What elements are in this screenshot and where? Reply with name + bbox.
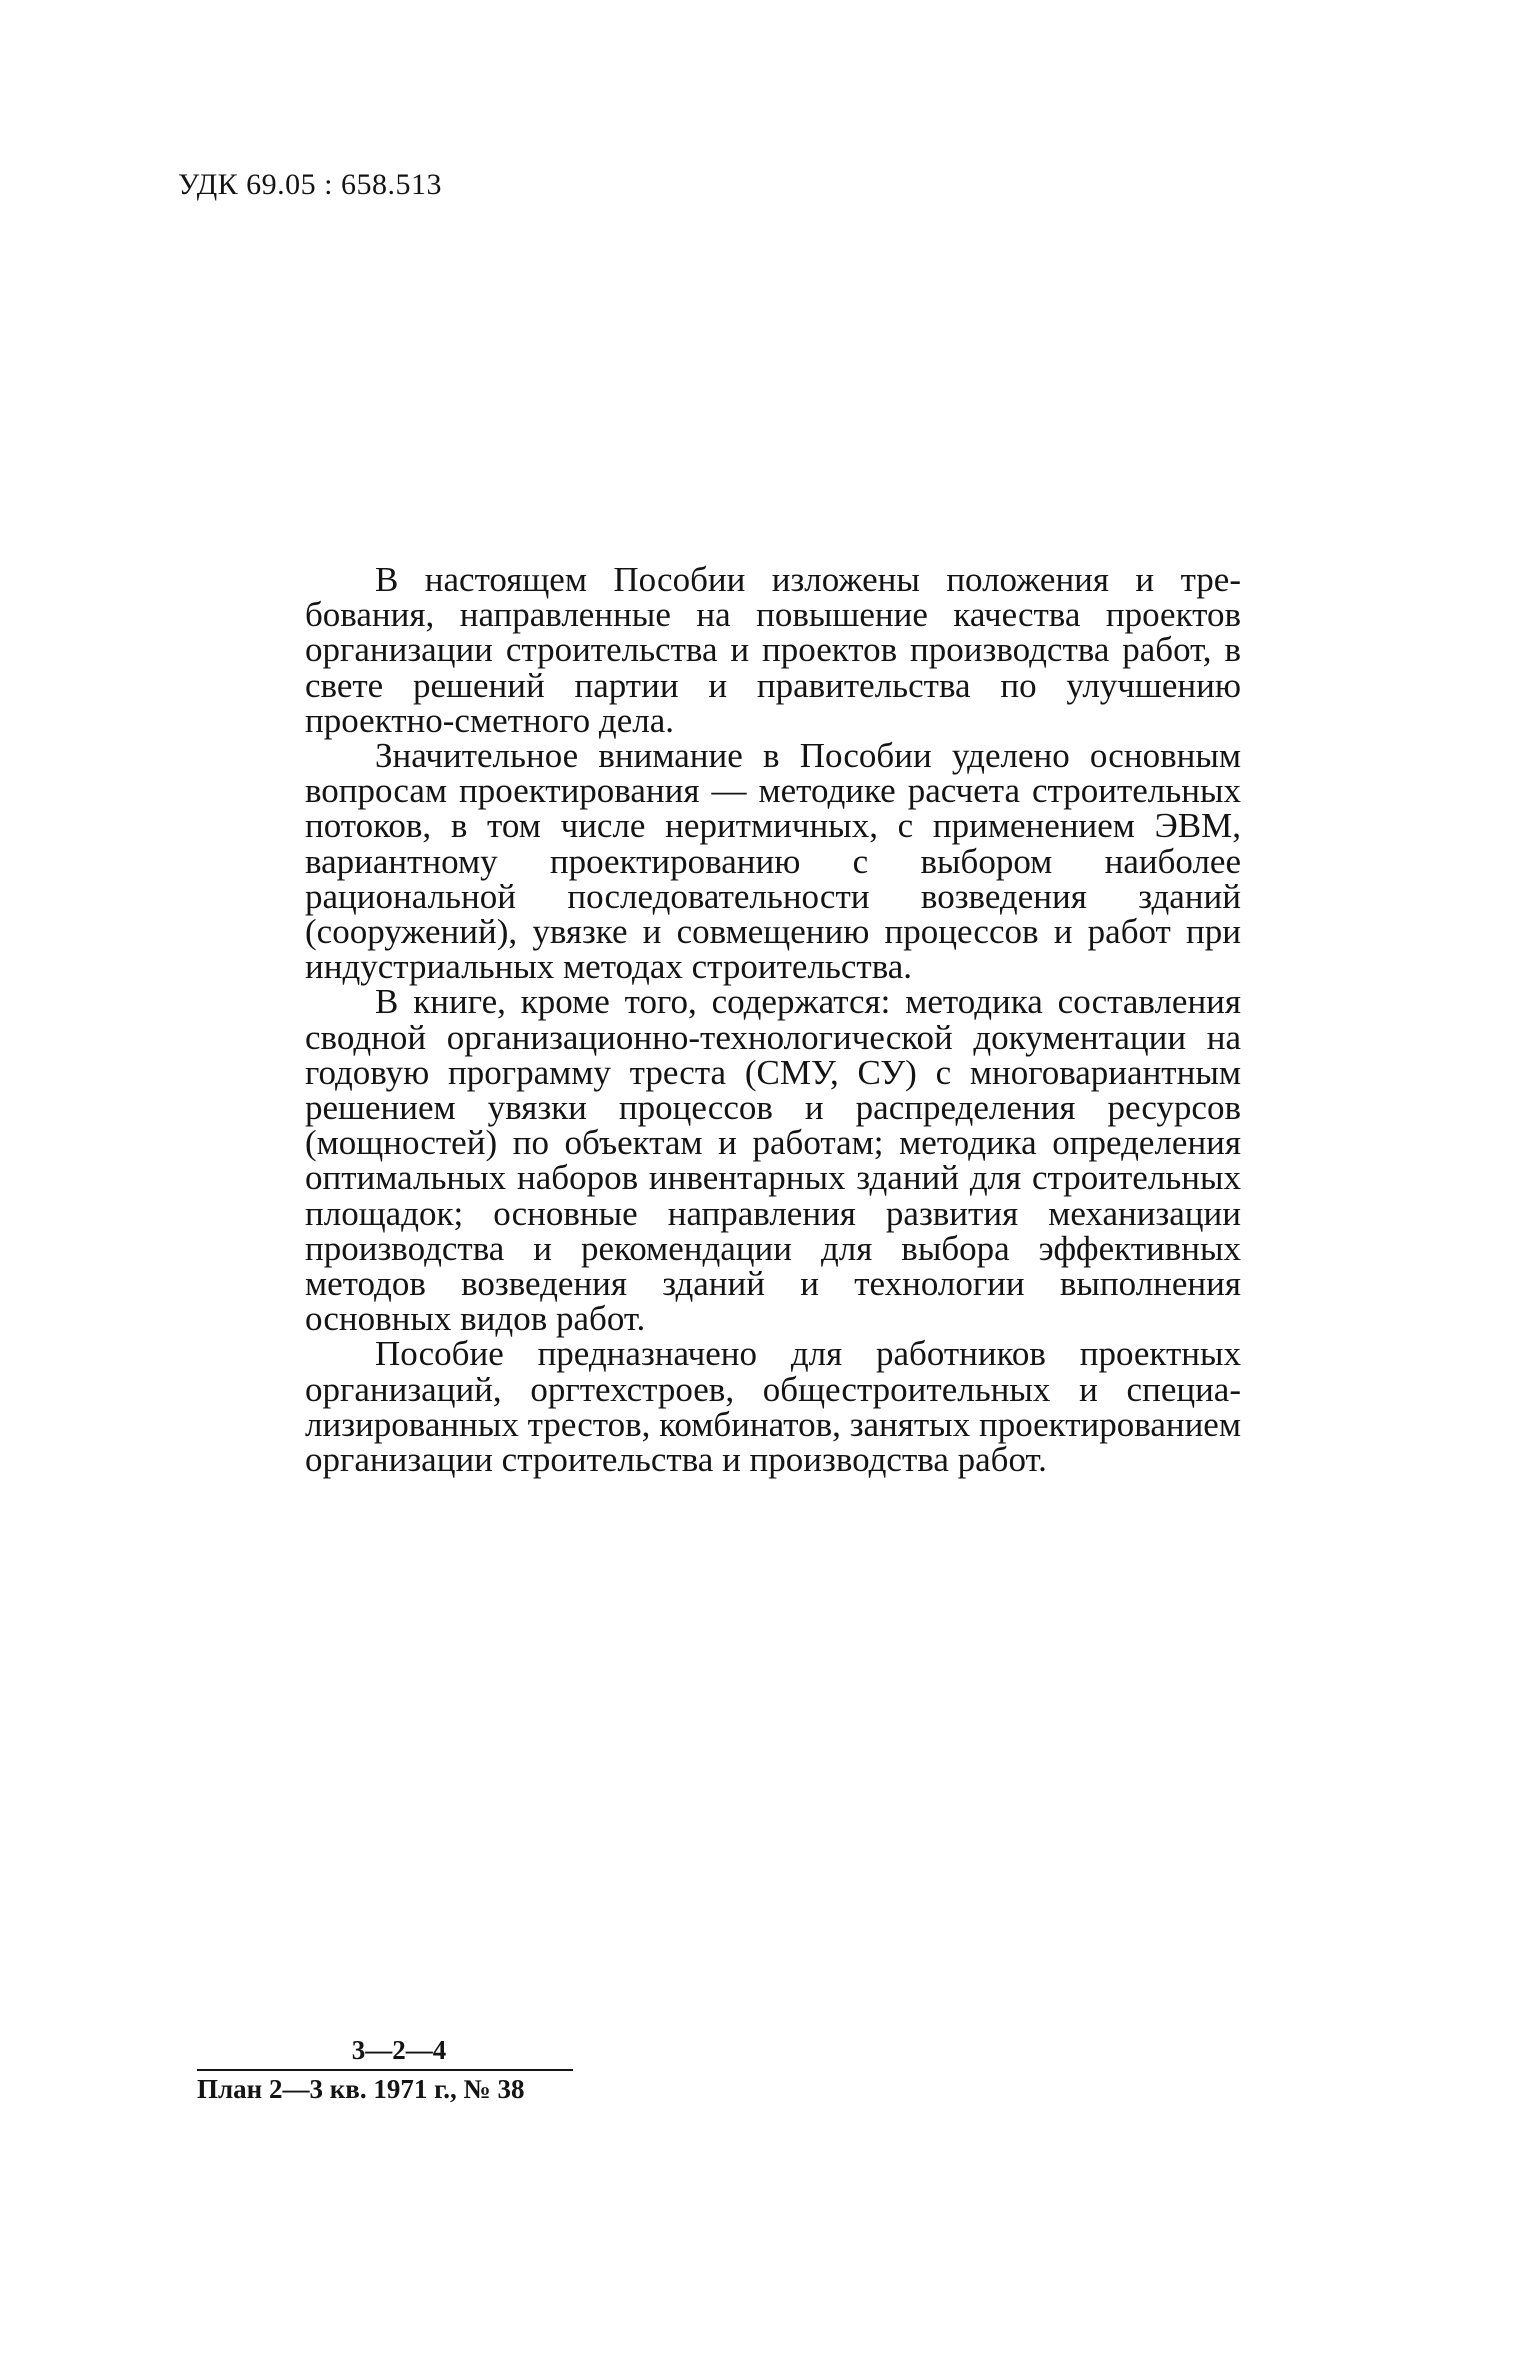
annotation-paragraph: В книге, кроме того, содержатся: методика составления сводной организационно-технологической документации на годовую программу треста (СМУ, СУ) с многовариантным решением увязки процессов и распределения ресурсов (мощностей) по объектам и работам; методика определения оптимальных наборов инвентарных зданий для строительных площадок; основные направления развития механизации производства и рекомендации для выбора эффективных методов возведения зданий и технологии выполнения основных видов работ.	[305, 982, 1241, 1339]
annotation-paragraph: Пособие предназначено для работников проектных организаций, оргтехстроев, общестроительных и специализированных трестов, комбинатов, занятых проектированием организации строительства и производства работ.	[305, 1334, 1241, 1480]
annotation-text	[305, 560, 1241, 1480]
imprint-code: 3—2—4	[351, 2035, 447, 2065]
annotation-paragraph: В настоящем Пособии изложены положения и требования, направленные на повышение качества проектов организации строительства и проектов производства работ, в свете решений партии и правительства по улучшению проектно-сметного дела.	[305, 560, 1241, 740]
udk-classification: УДК 69.05 : 658.513	[178, 168, 443, 201]
publication-imprint	[197, 2035, 573, 2104]
publication-plan: План 2—3 кв. 1971 г., № 38	[197, 2074, 525, 2104]
imprint-divider	[197, 2069, 573, 2071]
annotation-paragraph: Значительное внимание в Пособии уделено основным вопросам проектирования — методике расчета строительных потоков, в том числе неритмичных, с применением ЭВМ, вариантному проектированию с выбором наиболее рациональной последовательности возведения зданий (сооружений), увязке и совмещению процессов и работ при индустриальных методах строительства.	[305, 736, 1241, 987]
